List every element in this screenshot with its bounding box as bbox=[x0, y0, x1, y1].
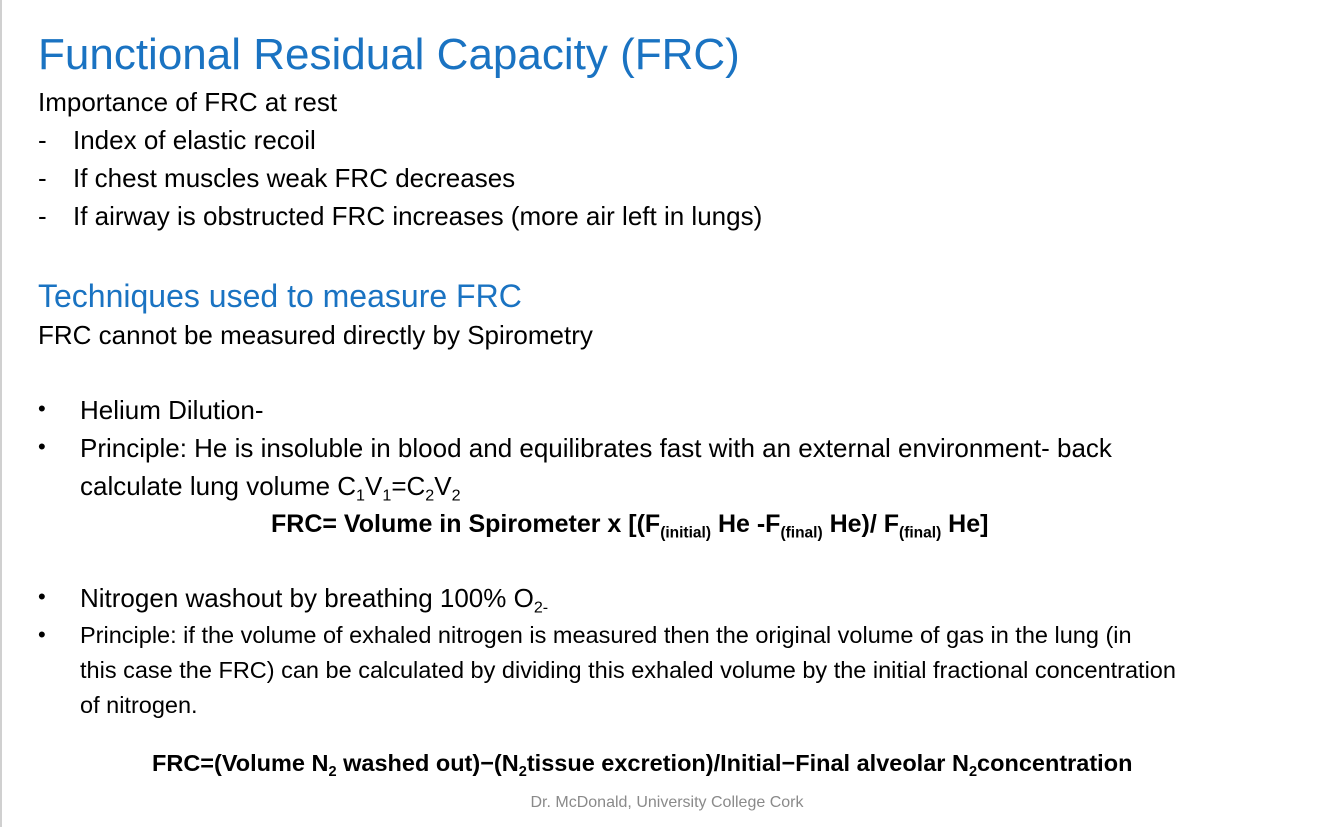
helium-principle-line1: Principle: He is insoluble in blood and equilibrates fast with an external environment- back bbox=[80, 433, 1112, 463]
formula-part: FRC= Volume in Spirometer x [(F bbox=[271, 510, 661, 538]
subscript: 1 bbox=[382, 486, 392, 505]
bullet-marker: • bbox=[38, 622, 46, 647]
subscript: 2 bbox=[425, 486, 435, 505]
nitrogen-principle-line1: Principle: if the volume of exhaled nitrogen is measured then the original volume of gas in the lung (in bbox=[80, 622, 1132, 648]
list-item-text: Index of elastic recoil bbox=[73, 125, 316, 155]
nitrogen-principle-line3: of nitrogen. bbox=[80, 692, 198, 718]
formula-part: tissue excretion)/Initial−Final alveolar N bbox=[526, 750, 969, 776]
nitrogen-label: Nitrogen washout by breathing 100% O bbox=[80, 583, 534, 613]
nitrogen-label-wrap bbox=[80, 583, 549, 617]
symbol-v: V bbox=[434, 471, 452, 501]
formula-part: washed out)−(N bbox=[336, 750, 519, 776]
slide-title: Functional Residual Capacity (FRC) bbox=[38, 30, 740, 79]
equals-c: =C bbox=[391, 471, 426, 501]
list-item-text: If airway is obstructed FRC increases (more air left in lungs) bbox=[73, 201, 763, 231]
formula-part: concentration bbox=[977, 750, 1133, 776]
subscript: 1 bbox=[356, 486, 366, 505]
importance-heading: Importance of FRC at rest bbox=[38, 87, 338, 117]
techniques-note: FRC cannot be measured directly by Spirometry bbox=[38, 320, 593, 350]
nitrogen-principle-line2: this case the FRC) can be calculated by dividing this exhaled volume by the initial fractional concentration bbox=[80, 657, 1176, 683]
formula-part: He -F bbox=[711, 510, 781, 538]
list-item-text: If chest muscles weak FRC decreases bbox=[73, 163, 516, 193]
bullet-marker: • bbox=[38, 396, 46, 421]
bullet-marker: • bbox=[38, 584, 46, 609]
dash-marker: - bbox=[38, 201, 47, 231]
symbol-v: V bbox=[365, 471, 383, 501]
formula-subscript: (final) bbox=[899, 524, 942, 542]
formula-part: He)/ F bbox=[822, 510, 900, 538]
helium-principle-line2 bbox=[80, 471, 461, 505]
subscript: 2- bbox=[533, 598, 549, 617]
subscript: 2 bbox=[451, 486, 461, 505]
formula-subscript: 2 bbox=[518, 764, 527, 781]
bullet-marker: • bbox=[38, 434, 46, 459]
footer-credit: Dr. McDonald, University College Cork bbox=[530, 794, 804, 811]
dash-marker: - bbox=[38, 163, 47, 193]
formula-part: FRC=(Volume N bbox=[152, 750, 329, 776]
formula-part: He] bbox=[941, 510, 989, 538]
dash-marker: - bbox=[38, 125, 47, 155]
techniques-heading: Techniques used to measure FRC bbox=[38, 278, 522, 314]
nitrogen-formula bbox=[152, 750, 1133, 781]
helium-label: Helium Dilution- bbox=[80, 395, 264, 425]
formula-subscript: 2 bbox=[968, 764, 978, 781]
formula-subscript: (final) bbox=[780, 524, 823, 542]
formula-subscript: 2 bbox=[328, 764, 337, 781]
helium-formula bbox=[271, 510, 989, 542]
formula-subscript: (initial) bbox=[660, 524, 711, 542]
helium-principle-prefix: calculate lung volume C bbox=[80, 471, 357, 501]
